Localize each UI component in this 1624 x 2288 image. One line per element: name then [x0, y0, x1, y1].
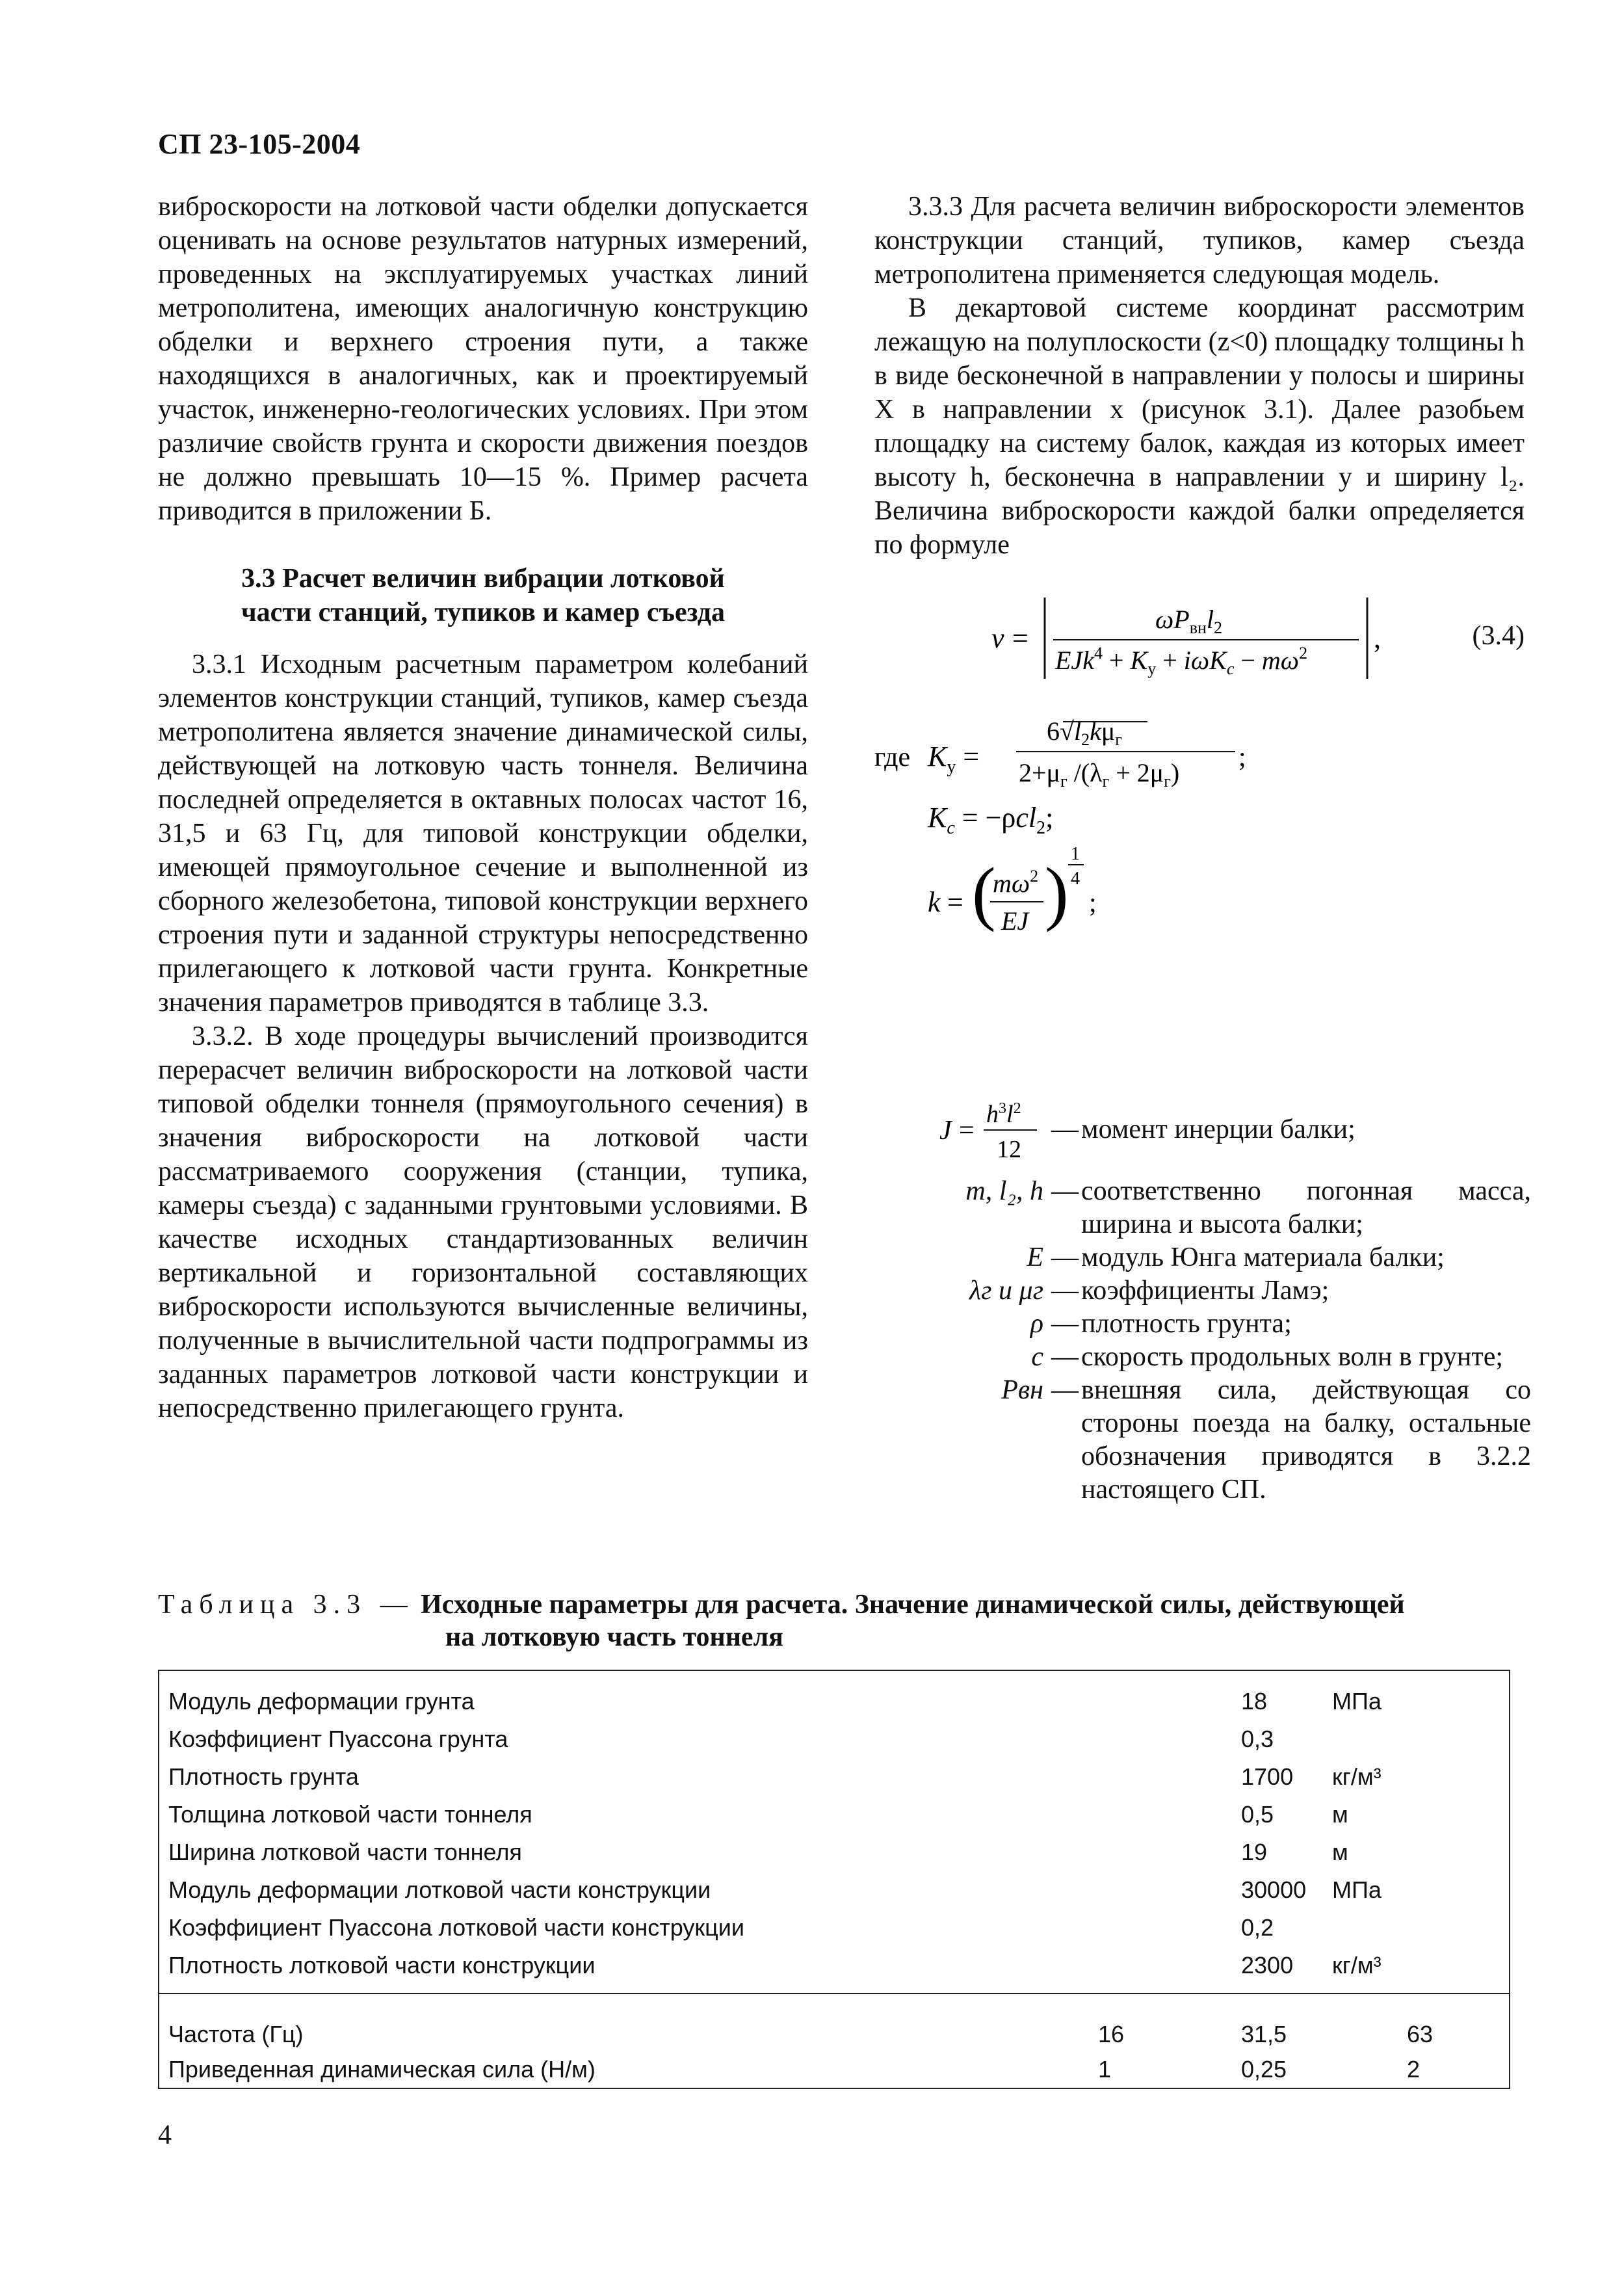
- svg-text:J: J: [939, 1116, 952, 1146]
- left-column: [158, 190, 808, 1425]
- cell-value: 2300: [1241, 1952, 1294, 1979]
- definition-text: плотность грунта;: [1081, 1309, 1292, 1339]
- svg-text:=: =: [1012, 622, 1028, 654]
- svg-text:;: ;: [1238, 743, 1246, 772]
- where-label: где: [874, 743, 911, 772]
- cell-value: 31,5: [1241, 2021, 1287, 2047]
- cell-unit: кг/м³: [1332, 1952, 1382, 1979]
- svg-text:h3l2: $h^3l^2$: [986, 1100, 1021, 1128]
- definition-text: скорость продольных волн в грунте;: [1081, 1342, 1504, 1372]
- paragraph: 3.3.3 Для расчета величин виброскорости элементов конструкции станций, тупиков, камер съезда метрополитена применяется следующая модель.: [874, 192, 1525, 289]
- cell-name: Плотность грунта: [168, 1763, 359, 1790]
- definition-j: J = $h^3l^2$ 12 — момент инерции балки;: [874, 1099, 1531, 1170]
- table-row: [168, 1834, 1509, 1871]
- svg-text:(: (: [972, 853, 996, 932]
- table-row: [168, 1683, 1509, 1720]
- svg-text:mω2: $m\omega^2$: [993, 867, 1039, 898]
- definition-item: [874, 1241, 1531, 1274]
- cell-value: 0,3: [1241, 1726, 1274, 1752]
- definition-symbol: [874, 1099, 1049, 1170]
- definition-symbol: λг и μг: [969, 1276, 1043, 1306]
- definition-dash: —: [1051, 1176, 1079, 1206]
- definition-dash: —: [1051, 1375, 1079, 1405]
- cell-name: Модуль деформации грунта: [168, 1688, 475, 1715]
- formula-3-4: [874, 588, 1525, 690]
- paragraph: 3.3.1 Исходным расчетным параметром колебаний элементов конструкции станций, тупиков, камер съезда метрополитена является значение динамической силы, действующей на лотковую часть тоннеля. Величина последней определяется в октавных полосах частот 16, 31,5 и 63 Гц, для типовой конструкции обделки, имеющей прямоугольное сечение и выполненной из сборного железобетона, типовой конструкции верхнего строения пути и заданной структуры непосредственно прилегающего к лотковой части грунта. Конкретные значения параметров приводятся в таблице 3.3.: [158, 650, 808, 1018]
- velocity-formula: [874, 588, 1408, 690]
- definition-symbol: c: [1031, 1342, 1043, 1372]
- page-header: СП 23-105-2004: [158, 128, 361, 160]
- svg-text:EJ: EJ: [1001, 906, 1029, 936]
- where-block: [874, 709, 1525, 977]
- parameters-table: [158, 1670, 1510, 2089]
- svg-text:v: v: [991, 622, 1004, 654]
- svg-text:12: 12: [997, 1136, 1021, 1161]
- definition-text: внешняя сила, действующая со стороны поезда на балку, остальные обозначения приводятся в 3.2.2 настоящего СП.: [1081, 1375, 1531, 1505]
- cell-unit: кг/м³: [1332, 1763, 1382, 1790]
- definition-dash: —: [1051, 1342, 1079, 1372]
- definition-text: момент инерции балки;: [1081, 1114, 1356, 1144]
- cell-name: Коэффициент Пуассона лотковой части конструкции: [168, 1914, 744, 1941]
- svg-text:=: =: [959, 1116, 975, 1146]
- table-divider: [159, 1993, 1509, 1994]
- table-caption: [158, 1588, 1510, 1653]
- cell-name: Коэффициент Пуассона грунта: [168, 1726, 508, 1752]
- definition-item: [874, 1374, 1531, 1506]
- table-label: Таблица 3.3 —: [158, 1590, 414, 1620]
- definition-symbol: Pвн: [1001, 1375, 1043, 1405]
- definition-item: [874, 1175, 1531, 1241]
- table-title: Исходные параметры для расчета. Значение динамической силы, действующей: [421, 1590, 1405, 1620]
- table-row: [168, 1947, 1509, 1984]
- paragraph: В декартовой системе координат рассмотрим лежащую на полуплоскости (z<0) площадку толщины h в виде бесконечной в направлении y полосы и ширины X в направлении x (рисунок 3.1). Далее разобьем площадку на систему балок, каждая из которых имеет высоту h, бесконечна в направлении y и ширину l₂. Величина виброскорости каждой балки определяется по формуле: [874, 293, 1525, 560]
- coefficient-formulas: [874, 709, 1525, 969]
- definition-dash: —: [1051, 1243, 1079, 1272]
- equation-number: (3.4): [1472, 621, 1525, 651]
- svg-text:,: ,: [1374, 622, 1381, 654]
- cell-value: 2: [1407, 2056, 1421, 2083]
- table-row: [168, 1720, 1509, 1758]
- svg-text:ωPвнl2: $\omega P_{вн}l_2$: [1155, 605, 1223, 637]
- definition-item: [874, 1308, 1531, 1341]
- cell-value: 63: [1407, 2021, 1434, 2047]
- svg-text:=: =: [947, 886, 963, 918]
- cell-value: 16: [1098, 2021, 1125, 2047]
- j-formula: [939, 1099, 1043, 1161]
- paragraph: виброскорости на лотковой части обделки допускается оценивать на основе результатов натурных измерений, проведенных на эксплуатируемых участках линий метрополитена, имеющих аналогичную конструкцию обделки и верхнего строения пути, а также находящихся в аналогичных, как и проектируемый участок, инженерно-геологических условиях. При этом различие свойств грунта и скорости движения поездов не должно превышать 10—15 %. Пример расчета приводится в приложении Б.: [158, 192, 808, 526]
- svg-text:6√l2kμг: $6√l_2k\mu_г$: [1047, 717, 1122, 749]
- definitions: [874, 1175, 1531, 1506]
- definition-text: соответственно погонная масса, ширина и высота балки;: [1081, 1176, 1531, 1239]
- svg-text:;: ;: [1089, 888, 1097, 918]
- svg-text:1: 1: [1071, 844, 1080, 864]
- svg-text:EJk4 + Kу + iωKc − mω2: $EJk^4 + K_у + i\omega K_c - m\omega^2$: [1055, 644, 1308, 678]
- definition-symbol: ρ: [1030, 1309, 1043, 1339]
- cell-name: Плотность лотковой части конструкции: [168, 1952, 596, 1979]
- cell-value: 0,5: [1241, 1801, 1274, 1828]
- definition-dash: —: [1051, 1276, 1079, 1306]
- cell-name: Ширина лотковой части тоннеля: [168, 1839, 522, 1865]
- cell-unit: МПа: [1332, 1876, 1382, 1903]
- section-title: [158, 562, 808, 629]
- definition-item: [874, 1274, 1531, 1308]
- definition-text: коэффициенты Ламэ;: [1081, 1276, 1329, 1306]
- cell-name: Толщина лотковой части тоннеля: [168, 1801, 532, 1828]
- svg-text:4: 4: [1071, 869, 1080, 889]
- svg-text:Kc = −ρcl2;: $K_c = -\rho cl_2$;: [928, 802, 1054, 838]
- table-row: [168, 1796, 1509, 1834]
- cell-value: 0,2: [1241, 1914, 1274, 1941]
- section-title-line: 3.3 Расчет величин вибрации лотковой: [241, 564, 725, 594]
- table-row: [168, 2051, 1509, 2088]
- definition-item: [874, 1341, 1531, 1374]
- cell-name: Модуль деформации лотковой части конструкции: [168, 1876, 711, 1903]
- table-row: [168, 1909, 1509, 1947]
- right-column: [874, 190, 1525, 977]
- svg-text:2+μг /(λг + 2μг): $2+\mu_г$ $/(\lambda_г + 2\mu_г)$: [1019, 758, 1180, 791]
- cell-name: Частота (Гц): [168, 2021, 304, 2047]
- svg-text:k: k: [928, 886, 941, 918]
- cell-value: 1700: [1241, 1763, 1294, 1790]
- svg-text:): ): [1045, 853, 1069, 932]
- table-row: [168, 2016, 1509, 2053]
- cell-value: 19: [1241, 1839, 1268, 1865]
- cell-unit: м: [1332, 1839, 1348, 1865]
- svg-text:Kу =: $K_у$ =: [928, 741, 980, 777]
- page-number: 4: [158, 2120, 172, 2150]
- paragraph: 3.3.2. В ходе процедуры вычислений производится перерасчет величин виброскорости на лотковой части типовой обделки тоннеля (прямоугольного сечения) в значения виброскорости на лотковой части рассматриваемого сооружения (станции, тупика, камеры съезда) с заданными грунтовыми условиями. В качестве исходных стандартизованных величин вертикальной и горизонтальной составляющих виброскорости используются вычисленные величины, полученные в вычислительной части подпрограммы из заданных параметров лотковой части конструкции и непосредственно прилегающего грунта.: [158, 1021, 808, 1423]
- definitions-list: [874, 1099, 1531, 1506]
- section-title-line: части станций, тупиков и камер съезда: [241, 598, 725, 627]
- table-row: [168, 1758, 1509, 1796]
- cell-unit: МПа: [1332, 1688, 1382, 1715]
- cell-value: 0,25: [1241, 2056, 1287, 2083]
- table-title: на лотковую часть тоннеля: [445, 1622, 783, 1652]
- cell-unit: м: [1332, 1801, 1348, 1828]
- definition-symbol: m, l₂, h: [965, 1176, 1043, 1206]
- definition-symbol: E: [1027, 1243, 1043, 1272]
- definition-text: модуль Юнга материала балки;: [1081, 1243, 1445, 1272]
- definition-dash: —: [1051, 1309, 1079, 1339]
- cell-value: 1: [1098, 2056, 1112, 2083]
- cell-name: Приведенная динамическая сила (Н/м): [168, 2056, 596, 2083]
- cell-value: 18: [1241, 1688, 1268, 1715]
- table-row: [168, 1871, 1509, 1909]
- cell-value: 30000: [1241, 1876, 1307, 1903]
